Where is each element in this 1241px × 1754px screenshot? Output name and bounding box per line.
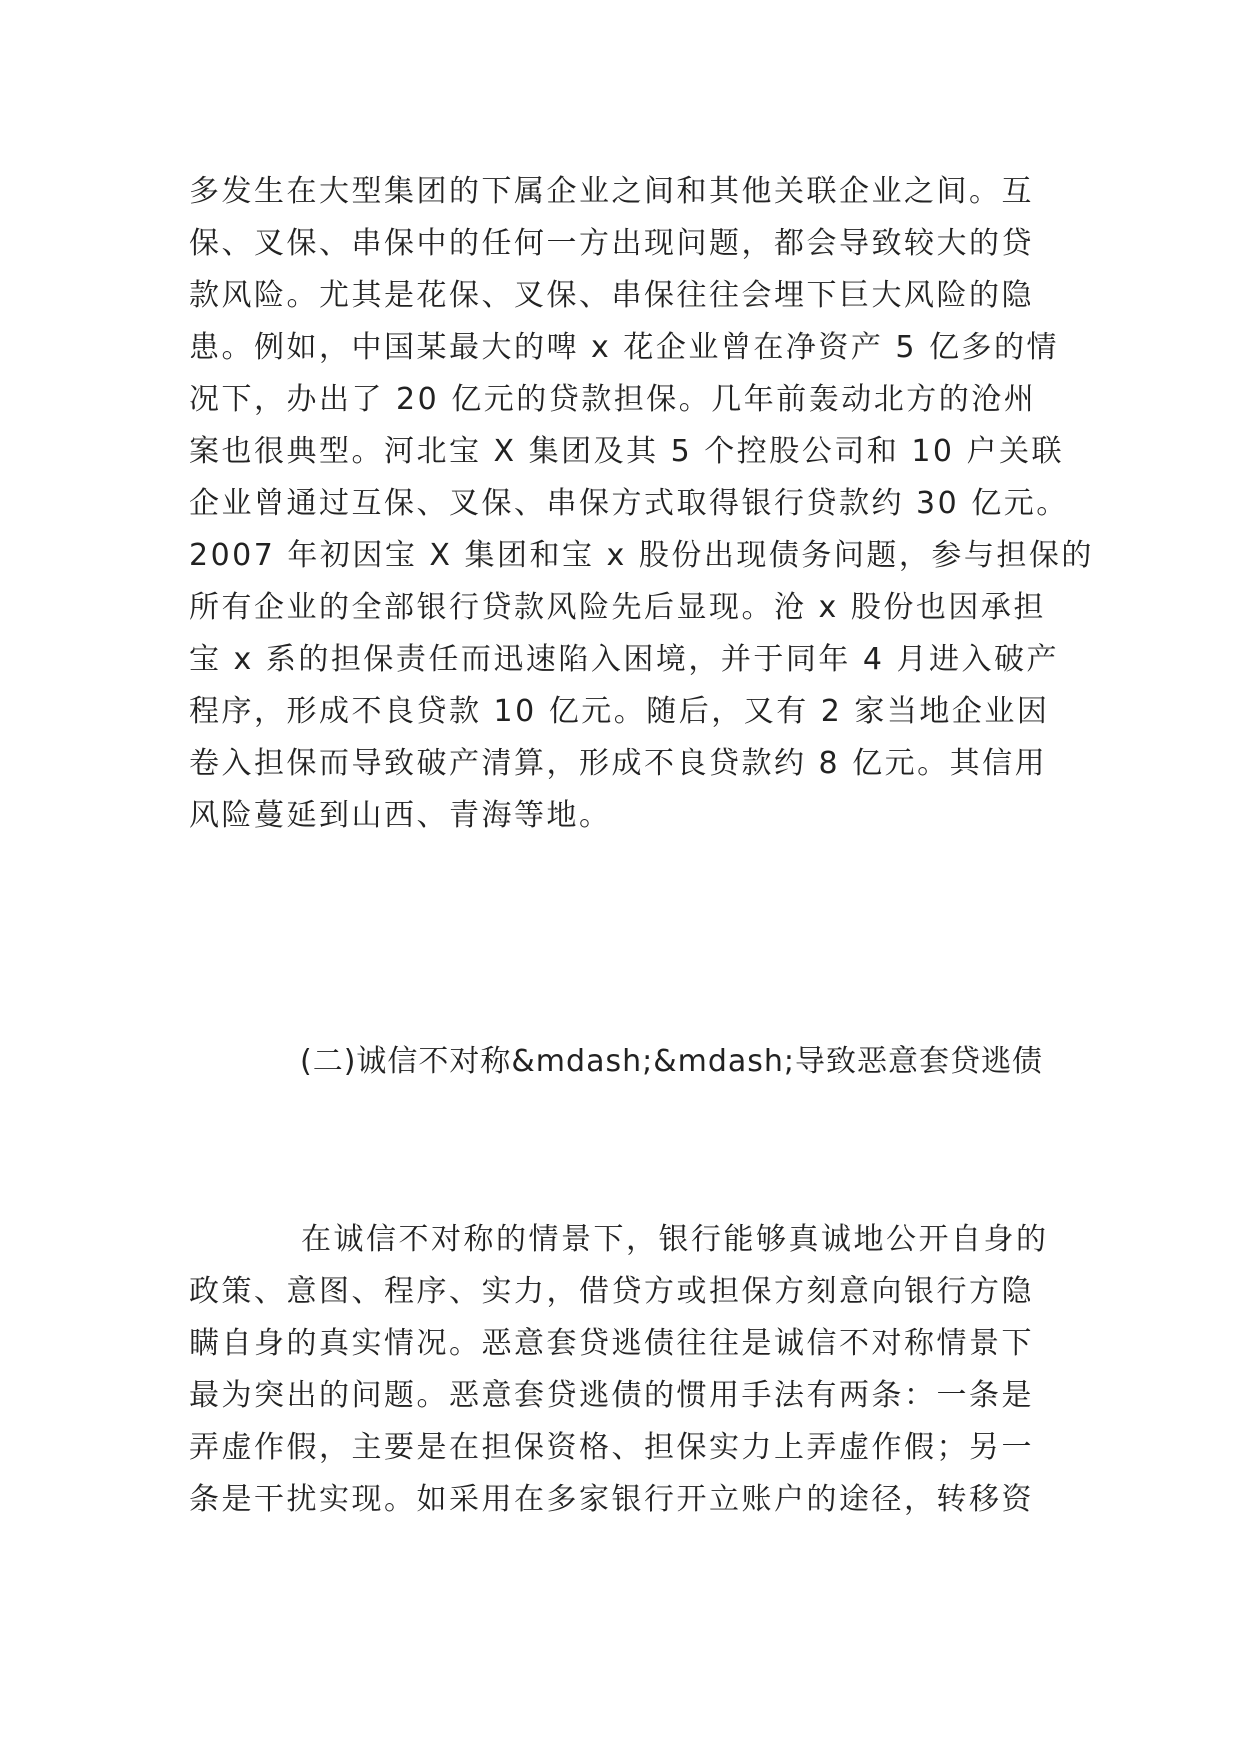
- text-line: 瞒自身的真实情况。恶意套贷逃债往往是诚信不对称情景下: [189, 1326, 1034, 1361]
- text-line: 条是干扰实现。如采用在多家银行开立账户的途径，转移资: [189, 1482, 1034, 1517]
- text-line: 况下，办出了 20 亿元的贷款担保。几年前轰动北方的沧州: [189, 382, 1037, 417]
- text-line: 案也很典型。河北宝 X 集团及其 5 个控股公司和 10 户关联: [189, 434, 1065, 469]
- text-line: 卷入担保而导致破产清算，形成不良贷款约 8 亿元。其信用: [189, 746, 1048, 781]
- text-line: 弄虚作假，主要是在担保资格、担保实力上弄虚作假；另一: [189, 1430, 1034, 1465]
- text-line: 保、叉保、串保中的任何一方出现问题，都会导致较大的贷: [189, 226, 1034, 261]
- text-line: 患。例如，中国某最大的啤 x 花企业曾在净资产 5 亿多的情: [189, 330, 1059, 365]
- text-line: 企业曾通过互保、叉保、串保方式取得银行贷款约 30 亿元。: [189, 486, 1069, 521]
- text-line: 风险蔓延到山西、青海等地。: [189, 798, 612, 833]
- text-line: 在诚信不对称的情景下，银行能够真诚地公开自身的: [301, 1222, 1049, 1257]
- text-line: 程序，形成不良贷款 10 亿元。随后，又有 2 家当地企业因: [189, 694, 1050, 729]
- text-line: 款风险。尤其是花保、叉保、串保往往会埋下巨大风险的隐: [189, 278, 1034, 313]
- section-heading: (二)诚信不对称&mdash;&mdash;导致恶意套贷逃债: [300, 1044, 1043, 1079]
- text-line: 宝 x 系的担保责任而迅速陷入困境，并于同年 4 月进入破产: [189, 642, 1059, 677]
- paragraph-2: [189, 1214, 1069, 1526]
- text-line: 最为突出的问题。恶意套贷逃债的惯用手法有两条：一条是: [189, 1378, 1034, 1413]
- paragraph-1: [189, 166, 1094, 842]
- text-line: 所有企业的全部银行贷款风险先后显现。沧 x 股份也因承担: [189, 590, 1046, 625]
- text-line: 政策、意图、程序、实力，借贷方或担保方刻意向银行方隐: [189, 1274, 1034, 1309]
- text-line: 2007 年初因宝 X 集团和宝 x 股份出现债务问题，参与担保的: [189, 538, 1094, 573]
- text-line: 多发生在大型集团的下属企业之间和其他关联企业之间。互: [189, 174, 1034, 209]
